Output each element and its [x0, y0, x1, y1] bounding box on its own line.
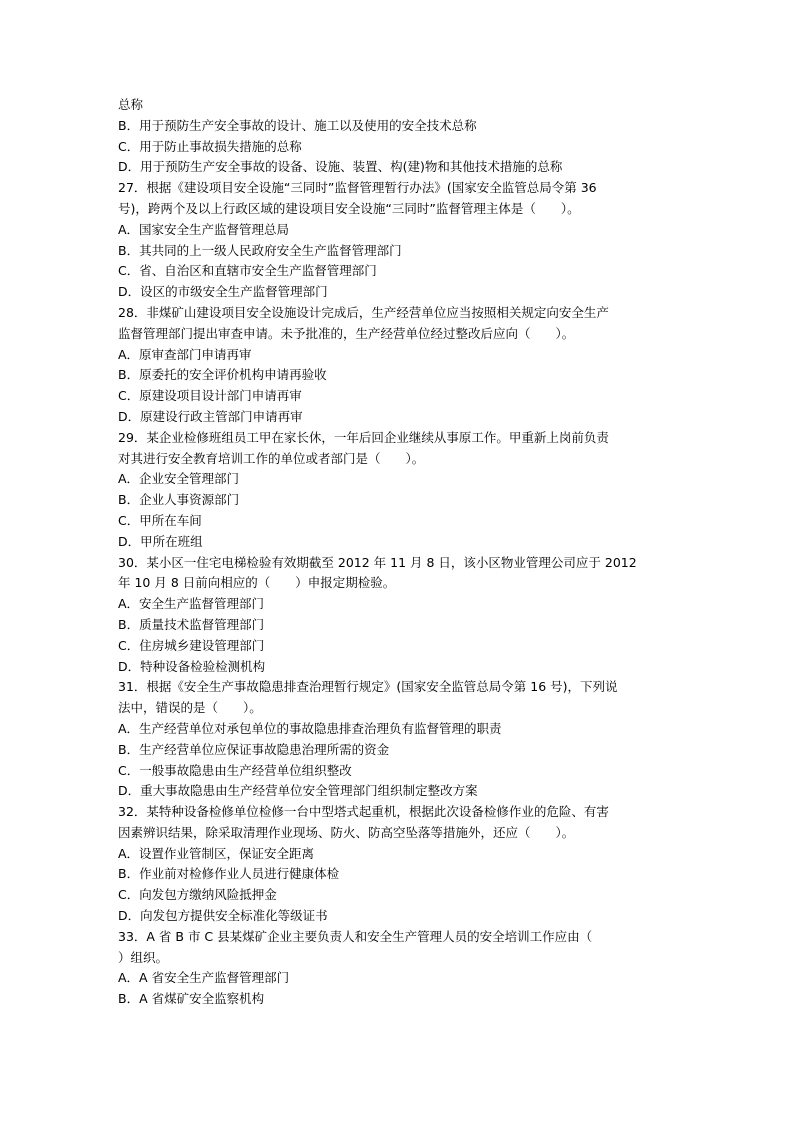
text-line: D．特种设备检验检测机构: [118, 658, 266, 674]
text-line: B．其共同的上一级人民政府安全生产监督管理部门: [118, 242, 402, 258]
text-line: 号)，跨两个及以上行政区域的建设项目安全设施“三同时”监督管理主体是（ ）。: [118, 200, 580, 216]
text-line: A．生产经营单位对承包单位的事故隐患排查治理负有监督管理的职责: [118, 720, 502, 736]
text-line: 法中，错误的是（ ）。: [118, 700, 262, 716]
text-line: C．原建设项目设计部门申请再审: [118, 388, 302, 404]
text-line: D．甲所在班组: [118, 533, 203, 549]
text-line: ）组织。: [118, 949, 169, 965]
text-line: 32．某特种设备检修单位检修一台中型塔式起重机，根据此次设备检修作业的危险、有害: [118, 804, 609, 820]
text-line: 27．根据《建设项目安全设施“三同时”监督管理暂行办法》(国家安全监管总局令第 36: [118, 180, 597, 196]
text-line: D．用于预防生产安全事故的设备、设施、装置、构(建)物和其他技术措施的总称: [118, 159, 563, 175]
text-line: B．用于预防生产安全事故的设计、施工以及使用的安全技术总称: [118, 117, 477, 133]
text-line: A．国家安全生产监督管理总局: [118, 221, 290, 237]
text-line: 总称: [118, 97, 144, 112]
text-line: D．原建设行政主管部门申请再审: [118, 408, 303, 424]
text-line: 31．根据《安全生产事故隐患排查治理暂行规定》(国家安全监管总局令第 16 号)，下列说: [118, 679, 618, 695]
text-line: A．安全生产监督管理部门: [118, 596, 265, 612]
text-line: C．向发包方缴纳风险抵押金: [118, 887, 277, 903]
document-body: [118, 95, 678, 1010]
text-line: A．原审查部门申请再审: [118, 346, 252, 362]
text-line: D．设区的市级安全生产监督管理部门: [118, 284, 328, 300]
text-line: 30．某小区一住宅电梯检验有效期截至 2012 年 11 月 8 日，该小区物业管理公司应于 2012: [118, 554, 637, 570]
text-line: B．原委托的安全评价机构申请再验收: [118, 367, 327, 383]
text-line: 监督管理部门提出审查申请。未予批准的，生产经营单位经过整改后应向（ ）。: [118, 325, 575, 341]
text-line: C．住房城乡建设管理部门: [118, 637, 265, 653]
text-line: C．甲所在车间: [118, 512, 202, 528]
text-line: C．省、自治区和直辖市安全生产监督管理部门: [118, 263, 377, 279]
text-line: 因素辨识结果，除采取清理作业现场、防火、防高空坠落等措施外，还应（ ）。: [118, 824, 575, 840]
text-line: D．重大事故隐患由生产经营单位安全管理部门组织制定整改方案: [118, 783, 478, 799]
text-line: 28．非煤矿山建设项目安全设施设计完成后，生产经营单位应当按照相关规定向安全生产: [118, 304, 609, 320]
text-line: B．质量技术监督管理部门: [118, 616, 265, 632]
text-line: A．设置作业管制区，保证安全距离: [118, 845, 315, 861]
text-line: B．作业前对检修作业人员进行健康体检: [118, 866, 340, 882]
text-line: 29．某企业检修班组员工甲在家长休，一年后回企业继续从事原工作。甲重新上岗前负责: [118, 429, 609, 445]
text-line: D．向发包方提供安全标准化等级证书: [118, 908, 328, 924]
text-line: A．A 省安全生产监督管理部门: [118, 970, 290, 986]
text-line: 33．A 省 B 市 C 县某煤矿企业主要负责人和安全生产管理人员的安全培训工作应由（: [118, 928, 593, 944]
text-line: B．生产经营单位应保证事故隐患治理所需的资金: [118, 741, 390, 757]
text-line: C．用于防止事故损失措施的总称: [118, 138, 302, 154]
text-line: 年 10 月 8 日前向相应的（ ）申报定期检验。: [118, 575, 396, 591]
text-line: C．一般事故隐患由生产经营单位组织整改: [118, 762, 352, 778]
text-line: 对其进行安全教育培训工作的单位或者部门是（ ）。: [118, 450, 425, 466]
text-line: A．企业安全管理部门: [118, 471, 240, 487]
text-line: B．A 省煤矿安全监察机构: [118, 991, 265, 1007]
text-line: B．企业人事资源部门: [118, 492, 240, 508]
